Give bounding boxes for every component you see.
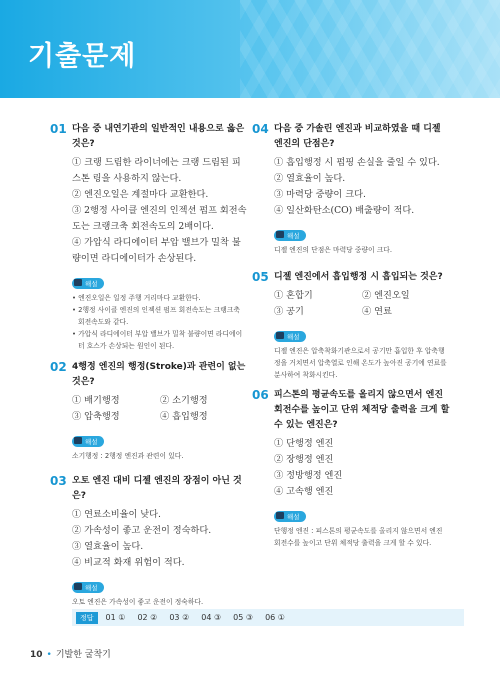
option-3: ③ 마력당 중량이 크다. xyxy=(274,189,366,200)
page-title: 기출문제 xyxy=(28,41,137,72)
explanation-line: 단행정 엔진 : 피스톤의 평균속도를 올리지 않으면서 엔진 회전수를 높이고 단위 체적당 출력을 크게 할 수 있다. xyxy=(274,527,443,547)
option-4: ④ 연료 xyxy=(362,306,392,317)
option-2: ② 열효율이 높다. xyxy=(274,173,346,184)
question-number: 04 xyxy=(252,122,269,136)
question-number: 05 xyxy=(252,270,269,284)
explanation xyxy=(50,575,248,608)
pencil-icon xyxy=(276,231,284,238)
chapter-header xyxy=(0,0,500,98)
explanation-badge: 해설 xyxy=(274,331,306,342)
option-1: ① 크랭 드림한 라이너에는 크랭 드림된 피스톤 링을 사용하지 않는다. xyxy=(72,157,241,184)
explanation-badge: 해설 xyxy=(274,230,306,241)
page-footer xyxy=(30,647,111,660)
option-2: ② 장행정 엔진 xyxy=(274,454,334,465)
answer-item: 05 ③ xyxy=(233,613,254,622)
pencil-icon xyxy=(74,437,82,444)
option-4: ④ 비교적 화재 위험이 적다. xyxy=(72,557,185,568)
pencil-icon xyxy=(74,583,82,590)
pencil-icon xyxy=(74,279,82,286)
explanation-badge: 해설 xyxy=(72,582,104,593)
explanation-line: 디젤 엔진은 압축착화기관으로서 공기만 흡입한 후 압축행정을 거치면서 압축열로 인해 온도가 높아진 공기에 연료를 분사하여 착화시킨다. xyxy=(274,347,447,379)
option-4: ④ 가압식 라디에이터 부압 밸브가 밀착 불량이면 라디에이터가 손상된다. xyxy=(72,237,241,264)
explanation xyxy=(50,271,248,352)
question-text: 피스톤의 평균속도를 올리지 않으면서 엔진 회전수를 높이고 단위 체적당 출력을 크게 할 수 있는 엔진은? xyxy=(274,390,450,430)
book-title: 기발한 굴착기 xyxy=(55,650,111,660)
page-number: 10 xyxy=(30,650,43,660)
option-4: ④ 흡입행정 xyxy=(160,411,208,422)
explanation-badge: 해설 xyxy=(274,511,306,522)
answer-item: 04 ③ xyxy=(201,613,222,622)
option-3: ③ 열효율이 높다. xyxy=(72,541,144,552)
option-3: ③ 2행정 사이클 엔진의 인젝션 펌프 회전속도는 크랭크축 회전속도의 2배이다. xyxy=(72,205,247,232)
option-4: ④ 일산화탄소(CO) 배출량이 적다. xyxy=(274,205,415,216)
answer-item: 02 ② xyxy=(137,613,158,622)
option-1: ① 배기행정 xyxy=(72,395,120,406)
explanation-line: 디젤 엔진의 단점은 마력당 중량이 크다. xyxy=(274,246,393,254)
header-decoration xyxy=(240,0,500,98)
option-2: ② 엔진오일은 계절마다 교환한다. xyxy=(72,189,209,200)
question-02 xyxy=(50,360,248,462)
explanation xyxy=(252,223,450,256)
explanation-line: 소기행정 : 2행정 엔진과 관련이 있다. xyxy=(72,452,184,460)
option-2: ② 가속성이 좋고 운전이 정숙하다. xyxy=(72,525,212,536)
option-1: ① 흡입행정 시 펌핑 손실을 줄일 수 있다. xyxy=(274,157,440,168)
answer-item: 03 ② xyxy=(169,613,190,622)
question-03 xyxy=(50,474,248,608)
option-3: ③ 공기 xyxy=(274,306,304,317)
pencil-icon xyxy=(276,332,284,339)
explanation-line: • 엔진오일은 일정 주행 거리마다 교환한다. xyxy=(72,294,201,302)
answer-key-bar xyxy=(72,609,464,626)
pencil-icon xyxy=(276,512,284,519)
option-1: ① 단행정 엔진 xyxy=(274,438,334,449)
explanation xyxy=(50,429,248,462)
question-05 xyxy=(252,270,450,381)
option-2: ② 소기행정 xyxy=(160,395,208,406)
question-text: 오토 엔진 대비 디젤 엔진의 장점이 아닌 것은? xyxy=(72,476,242,501)
explanation-line: • 2행정 사이클 엔진의 인젝션 펌프 회전속도는 크랭크축 회전속도와 같다. xyxy=(72,306,240,326)
option-3: ③ 압축행정 xyxy=(72,411,120,422)
question-number: 03 xyxy=(50,474,67,488)
answer-item: 01 ① xyxy=(105,613,126,622)
question-06 xyxy=(252,388,450,549)
explanation-badge: 해설 xyxy=(72,436,104,447)
answer-label: 정답 xyxy=(76,612,98,624)
explanation xyxy=(252,324,450,381)
question-text: 4행정 엔진의 행정(Stroke)과 관련이 없는 것은? xyxy=(72,362,246,387)
question-text: 디젤 엔진에서 흡입행정 시 흡입되는 것은? xyxy=(274,272,443,282)
explanation-badge: 해설 xyxy=(72,278,104,289)
question-number: 06 xyxy=(252,388,269,402)
option-3: ③ 정방행정 엔진 xyxy=(274,470,343,481)
answer-item: 06 ① xyxy=(265,613,285,622)
question-text: 다음 중 내연기관의 일반적인 내용으로 옳은 것은? xyxy=(72,124,245,149)
option-4: ④ 고속행 엔진 xyxy=(274,486,334,497)
option-1: ① 연료소비율이 낮다. xyxy=(72,509,161,520)
question-01 xyxy=(50,122,248,352)
option-2: ② 엔진오일 xyxy=(362,290,410,301)
question-04 xyxy=(252,122,450,256)
explanation xyxy=(252,504,450,549)
question-number: 01 xyxy=(50,122,67,136)
explanation-line: • 가압식 라디에이터 부압 밸브가 밀착 불량이면 라디에이터 호스가 손상되는 원인이 된다. xyxy=(72,330,243,350)
explanation-line: 오토 엔진은 가속성이 좋고 운전이 정숙하다. xyxy=(72,598,204,606)
question-text: 다음 중 가솔린 엔진과 비교하였을 때 디젤 엔진의 단점은? xyxy=(274,124,441,149)
question-number: 02 xyxy=(50,360,67,374)
option-1: ① 혼합기 xyxy=(274,290,313,301)
bullet-dot-icon: • xyxy=(46,650,52,660)
